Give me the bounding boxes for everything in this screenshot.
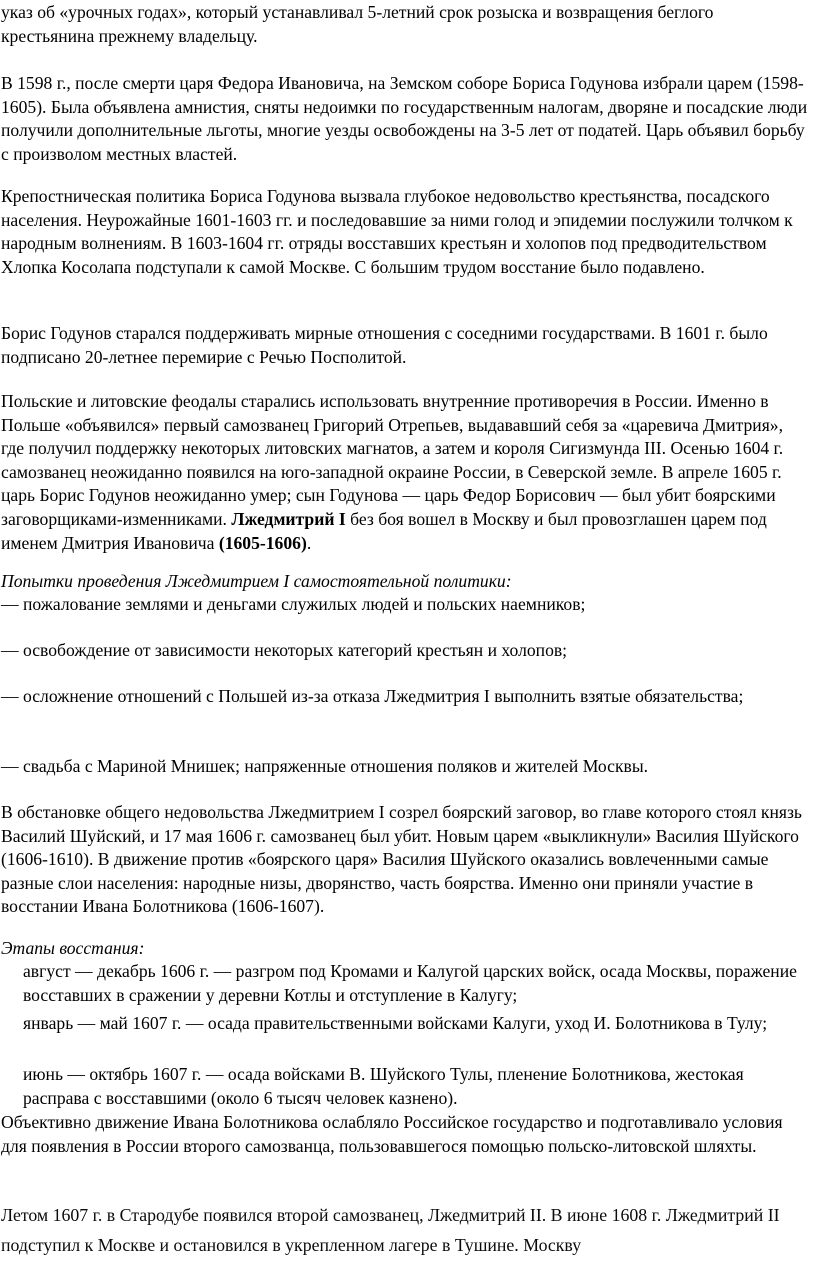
paragraph-foreign-policy: Борис Годунов старался поддерживать мирные отношения с соседними государствами. В 1601 г. было подписано 20-летнее перемирие с Речью Посполитой.	[1, 323, 768, 367]
stage-item: январь — май 1607 г. — осада правительственными войсками Калуги, уход И. Болотникова в Тулу;	[23, 1013, 768, 1033]
policy-heading: Попытки проведения Лжедмитрием I самостоятельной политики:	[1, 571, 512, 591]
paragraph-serfdom-policy: Крепостническая политика Бориса Годунова вызвала глубокое недовольство крестьянства, посадского населения. Неурожайные 1601-1603 гг. и последовавшие за ними голод и эпидемии послужили толчком к народным волнениям. В 1603-1604 гг. отряды восставших крестьян и холопов под предводительством Хлопка Косолапа подступали к самой Москве. С большим трудом восстание было подавлено.	[1, 186, 793, 277]
policy-item: — освобождение от зависимости некоторых категорий крестьян и холопов;	[1, 640, 568, 660]
bold-false-dmitry-i: Лжедмитрий I	[231, 508, 346, 529]
stages-heading: Этапы восстания:	[1, 938, 145, 958]
text-run: .	[306, 532, 312, 553]
policy-item: — осложнение отношений с Польшей из-за отказа Лжедмитрия I выполнить взятые обязательства;	[1, 686, 744, 706]
policy-item: — пожалование землями и деньгами служилых людей и польских наемников;	[1, 594, 586, 614]
paragraph-false-dmitry-ii: Летом 1607 г. в Стародубе появился второй самозванец, Лжедмитрий II. В июне 1608 г. Лжедмитрий II подступил к Москве и остановился в укрепленном лагере в Тушине. Москву	[1, 1205, 780, 1255]
paragraph-shuisky-conspiracy: В обстановке общего недовольства Лжедмитрием I созрел боярский заговор, во главе которого стоял князь Василий Шуйский, и 17 мая 1606 г. самозванец был убит. Новым царем «выкликнули» Василия Шуйского (1606-1610). В движение против «боярского царя» Василия Шуйского оказались вовлеченными самые разные слои населения: народные низы, дворянство, часть боярства. Именно они приняли участие в восстании Ивана Болотникова (1606-1607).	[1, 802, 802, 917]
policy-item: — свадьба с Мариной Мнишек; напряженные отношения поляков и жителей Москвы.	[1, 756, 649, 776]
stage-item: август — декабрь 1606 г. — разгром под Кромами и Калугой царских войск, осада Москвы, поражение восставших в сражении у деревни Котлы и отступление в Калугу;	[23, 961, 797, 1005]
text-run: без боя вошел в Москву и был провозглашен царем под именем Дмитрия Ивановича	[1, 508, 767, 553]
stage-item: июнь — октябрь 1607 г. — осада войсками В. Шуйского Тулы, пленение Болотникова, жестокая расправа с восставшими (около 6 тысяч человек казнено).	[23, 1064, 744, 1108]
paragraph-godunov-election: В 1598 г., после смерти царя Федора Ивановича, на Земском соборе Бориса Годунова избрали царем (1598-1605). Была объявлена амнистия, сняты недоимки по государственным налогам, дворяне и посадские люди получили дополнительные льготы, многие уезды освобождены на 3-5 лет от податей. Царь объявил борьбу с произволом местных властей.	[1, 73, 808, 164]
paragraph-false-dmitry-i	[1, 390, 809, 555]
paragraph-bolotnikov-assessment: Объективно движение Ивана Болотникова ослабляло Российское государство и подготавливало условия для появления в России второго самозванца, пользовавшегося помощью польско-литовской шляхты.	[1, 1112, 783, 1156]
paragraph-urochnye-gody: указ об «урочных годах», который устанавливал 5-летний срок розыска и возвращения беглого крестьянина прежнему владельцу.	[1, 2, 714, 46]
text-run: Польские и литовские феодалы старались использовать внутренние противоречия в России. Именно в Польше «объявился» первый самозванец Григорий Отрепьев, выдававший себя за «царевича Дмитрия», где получил поддержку некоторых литовских магнатов, а затем и короля Сигизмунда III. Осенью 1604 г. самозванец неожиданно появился на юго-западной окраине России, в Северской земле. В апреле 1605 г. царь Борис Годунов неожиданно умер; сын Годунова — царь Федор Борисович — был убит боярскими заговорщиками-изменниками.	[1, 391, 784, 529]
bold-reign-years: (1605-1606)	[218, 532, 307, 553]
